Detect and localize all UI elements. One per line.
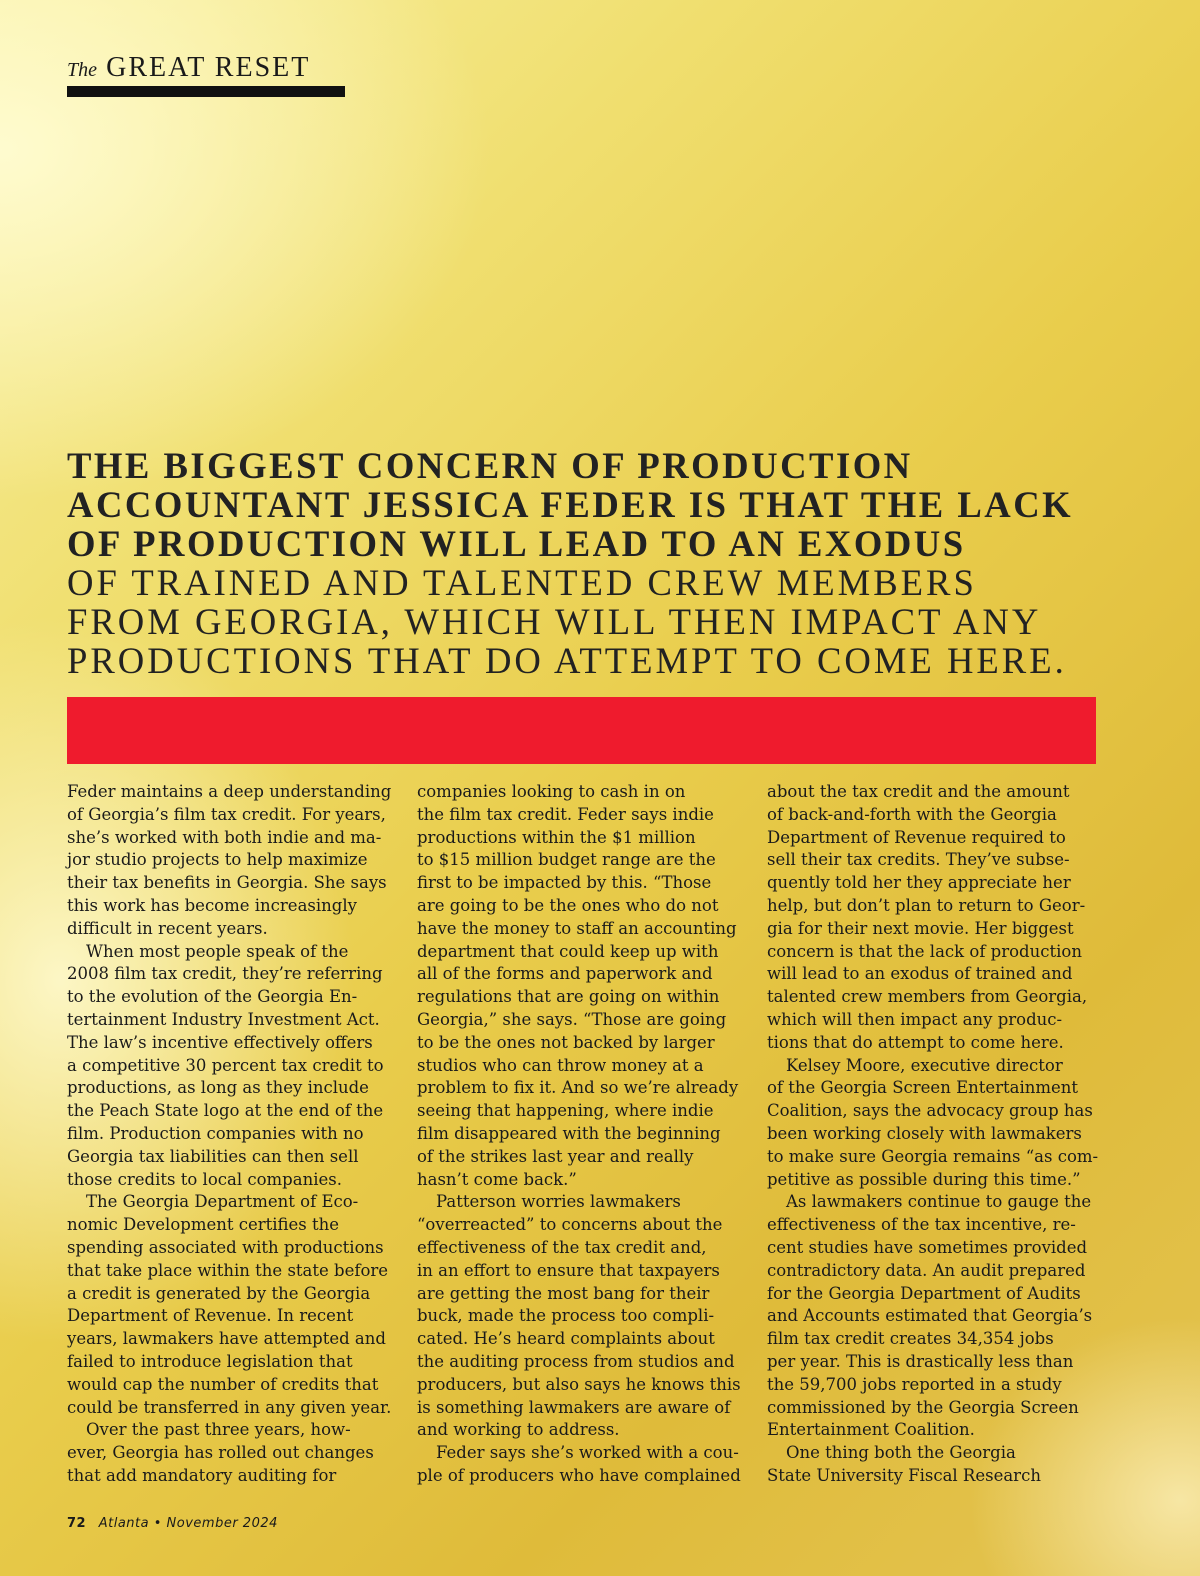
article-line: cent studies have sometimes provided <box>767 1237 1088 1257</box>
article-line: first to be impacted by this. “Those <box>417 873 712 893</box>
article-line: department that could keep up with <box>417 941 719 961</box>
article-line: are getting the most bang for their <box>417 1283 710 1303</box>
article-line: jor studio projects to help maximize <box>67 850 368 870</box>
article-line: The law’s incentive effectively offers <box>67 1032 373 1052</box>
article-line: quently told her they appreciate her <box>767 873 1071 893</box>
article-line: the Peach State logo at the end of the <box>67 1101 384 1121</box>
page-footer <box>67 1516 278 1531</box>
article-line: ever, Georgia has rolled out changes <box>67 1443 374 1463</box>
article-line: this work has become increasingly <box>67 895 357 915</box>
article-line: nomic Development certifies the <box>67 1215 340 1235</box>
article-line: is something lawmakers are aware of <box>417 1397 731 1417</box>
article-line: she’s worked with both indie and ma- <box>67 827 382 847</box>
pull-quote <box>67 446 1107 680</box>
article-line: of the Georgia Screen Entertainment <box>767 1078 1079 1098</box>
article-line: Over the past three years, how- <box>86 1420 351 1440</box>
pull-quote-line: FROM GEORGIA, WHICH WILL THEN IMPACT ANY <box>67 601 1042 642</box>
article-column-2 <box>417 781 747 1488</box>
article-line: to be the ones not backed by larger <box>417 1032 715 1052</box>
article-line: Feder maintains a deep understanding <box>67 782 392 801</box>
publication-date: Atlanta • November 2024 <box>98 1516 278 1531</box>
article-line: producers, but also says he knows this <box>417 1374 741 1394</box>
article-line: been working closely with lawmakers <box>767 1123 1082 1143</box>
article-line: for the Georgia Department of Audits <box>767 1283 1081 1303</box>
article-line: One thing both the Georgia <box>786 1443 1016 1463</box>
article-line: concern is that the lack of production <box>767 941 1082 961</box>
article-line: contradictory data. An audit prepared <box>767 1260 1086 1280</box>
article-line: of Georgia’s film tax credit. For years, <box>67 804 386 824</box>
article-line: companies looking to cash in on <box>417 782 686 801</box>
article-line: Department of Revenue. In recent <box>67 1306 354 1326</box>
article-line: seeing that happening, where indie <box>417 1101 714 1121</box>
article-line: hasn’t come back.” <box>417 1169 577 1189</box>
article-line: When most people speak of the <box>86 941 349 961</box>
pull-quote-line: OF TRAINED AND TALENTED CREW MEMBERS <box>67 562 977 603</box>
article-line: productions within the $1 million <box>417 827 696 847</box>
article-line: The Georgia Department of Eco- <box>86 1192 359 1212</box>
article-line: are going to be the ones who do not <box>417 895 719 915</box>
article-line: of the strikes last year and really <box>417 1146 694 1166</box>
article-line: ple of producers who have complained <box>417 1465 741 1485</box>
article-line: their tax benefits in Georgia. She says <box>67 873 387 893</box>
section-header-title: GREAT RESET <box>106 52 311 83</box>
article-line: “overreacted” to concerns about the <box>417 1215 723 1235</box>
article-line: effectiveness of the tax credit and, <box>417 1237 707 1257</box>
article-line: studios who can throw money at a <box>417 1055 704 1075</box>
article-line: problem to fix it. And so we’re already <box>417 1078 739 1098</box>
article-line: in an effort to ensure that taxpayers <box>417 1260 720 1280</box>
article-line: help, but don’t plan to return to Geor- <box>767 895 1086 915</box>
article-line: spending associated with productions <box>67 1237 384 1257</box>
article-line: productions, as long as they include <box>67 1078 369 1098</box>
article-line: buck, made the process too compli- <box>417 1306 715 1326</box>
article-line: film. Production companies with no <box>67 1123 364 1143</box>
article-line: Georgia tax liabilities can then sell <box>67 1146 359 1166</box>
article-line: Kelsey Moore, executive director <box>786 1055 1063 1075</box>
article-line: of back-and-forth with the Georgia <box>767 804 1057 824</box>
article-line: have the money to staff an accounting <box>417 918 737 938</box>
article-line: would cap the number of credits that <box>67 1374 379 1394</box>
article-line: a competitive 30 percent tax credit to <box>67 1055 384 1075</box>
article-column-3 <box>767 781 1102 1488</box>
article-line: and working to address. <box>417 1420 620 1440</box>
article-line: Feder says she’s worked with a cou- <box>436 1443 739 1463</box>
article-line: film disappeared with the beginning <box>417 1123 721 1143</box>
article-line: that take place within the state before <box>67 1260 389 1280</box>
article-line: and Accounts estimated that Georgia’s <box>767 1306 1093 1326</box>
article-line: the 59,700 jobs reported in a study <box>767 1374 1062 1394</box>
article-line: to the evolution of the Georgia En- <box>67 987 358 1007</box>
article-line: that add mandatory auditing for <box>67 1465 337 1485</box>
article-line: As lawmakers continue to gauge the <box>786 1192 1092 1212</box>
article-line: difficult in recent years. <box>67 918 268 938</box>
article-line: talented crew members from Georgia, <box>767 987 1088 1007</box>
article-line: State University Fiscal Research <box>767 1465 1041 1485</box>
article-line: film tax credit creates 34,354 jobs <box>767 1329 1054 1349</box>
pull-quote-line: OF PRODUCTION WILL LEAD TO AN EXODUS <box>67 523 966 564</box>
article-line: tions that do attempt to come here. <box>767 1032 1064 1052</box>
article-line: Department of Revenue required to <box>767 827 1066 847</box>
article-line: those credits to local companies. <box>67 1169 342 1189</box>
pull-quote-line: PRODUCTIONS THAT DO ATTEMPT TO COME HERE. <box>67 640 1067 681</box>
article-line: tertainment Industry Investment Act. <box>67 1009 380 1029</box>
article-line: Patterson worries lawmakers <box>436 1192 681 1212</box>
section-header-the: The <box>67 59 97 81</box>
page-number: 72 <box>67 1516 87 1531</box>
article-line: to make sure Georgia remains “as com- <box>767 1146 1099 1166</box>
article-line: per year. This is drastically less than <box>767 1351 1074 1371</box>
article-line: to $15 million budget range are the <box>417 850 716 870</box>
article-line: the film tax credit. Feder says indie <box>417 804 714 824</box>
article-line: will lead to an exodus of trained and <box>767 964 1073 984</box>
article-line: regulations that are going on within <box>417 987 720 1007</box>
article-line: all of the forms and paperwork and <box>417 964 713 984</box>
article-column-1 <box>67 781 397 1488</box>
article-line: gia for their next movie. Her biggest <box>767 918 1074 938</box>
article-line: cated. He’s heard complaints about <box>417 1329 715 1349</box>
article-line: could be transferred in any given year. <box>67 1397 392 1417</box>
article-line: Entertainment Coalition. <box>767 1420 975 1440</box>
article-line: failed to introduce legislation that <box>67 1351 353 1371</box>
article-line: sell their tax credits. They’ve subse- <box>767 850 1070 870</box>
article-line: commissioned by the Georgia Screen <box>767 1397 1079 1417</box>
article-line: Coalition, says the advocacy group has <box>767 1101 1093 1121</box>
article-line: Georgia,” she says. “Those are going <box>417 1009 727 1029</box>
article-line: 2008 film tax credit, they’re referring <box>67 964 383 984</box>
section-header <box>67 52 345 84</box>
article-line: a credit is generated by the Georgia <box>67 1283 371 1303</box>
article-line: which will then impact any produc- <box>767 1009 1063 1029</box>
pull-quote-line: THE BIGGEST CONCERN OF PRODUCTION <box>67 445 913 486</box>
article-line: the auditing process from studios and <box>417 1351 735 1371</box>
article-line: petitive as possible during this time.” <box>767 1169 1081 1189</box>
section-header-rule <box>67 86 345 97</box>
red-accent-bar <box>67 697 1096 764</box>
article-line: effectiveness of the tax incentive, re- <box>767 1215 1076 1235</box>
article-line: years, lawmakers have attempted and <box>67 1329 386 1349</box>
pull-quote-line: ACCOUNTANT JESSICA FEDER IS THAT THE LACK <box>67 484 1074 525</box>
article-line: about the tax credit and the amount <box>767 782 1070 801</box>
